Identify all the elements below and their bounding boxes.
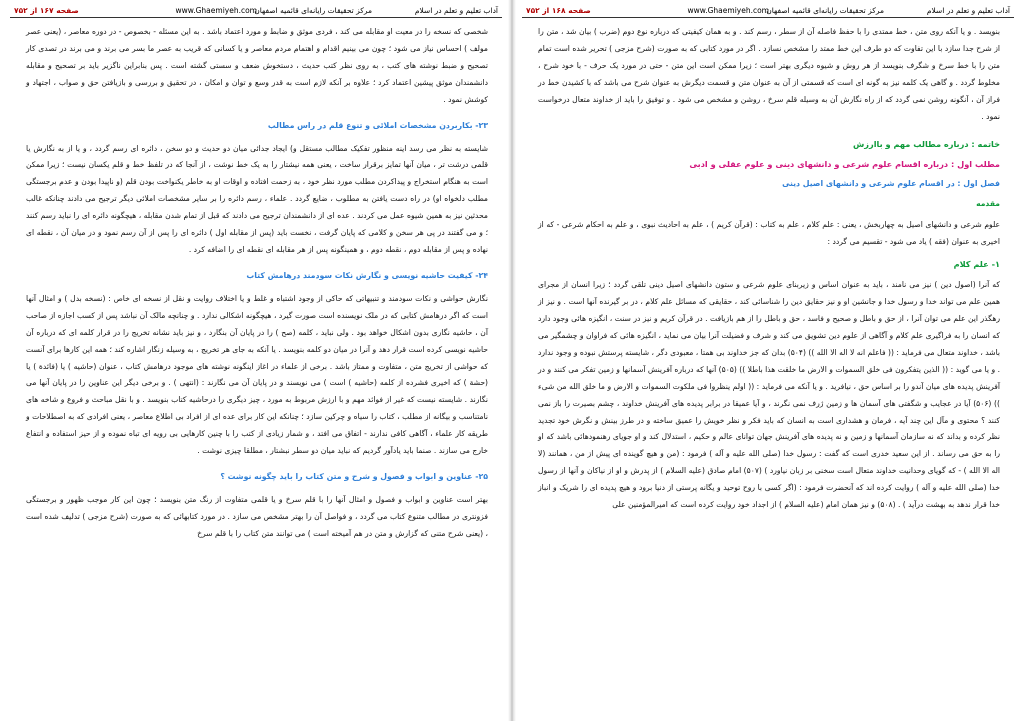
page-number: صفحه ۱۶۷ از ۷۵۲ — [14, 6, 79, 15]
section-heading-25: ۲۵- عناوین و ابواب و فصول و شرح و متن کتاب را باید چگونه نوشت ؟ — [220, 471, 488, 481]
paragraph: شایسته به نظر می رسد اینه منظور تفکیک مطالب مستقل و) ایجاد جدائی میان دو حدیث و دو سخن ، دائره ای رسم گردد ، و یا از به نگارش یا قلمی درشت تر ، میان آنها تمایز برقرار ساخت ، یعنی همه نیشتار را به یک خط نوشت ، از آنجا که در تلفظ خط و قلم یکسان نیست ؛ زیرا ممکن است به هنگام استخراج و پیداکردن مطلب مورد نظر خود ، به زحمت افتاده و اوقات او به خاطر یکنواخت بودن قلم (و ناپیدا بودن و عدم برجستگی مطلب دلخواه او) در راه دست یافتن به مطلوب ، ضایع گردد . علماء ، رسم دائره را بر سایر مشخصات املائی دیگر ترجیح می دادند چنانکه غالب محدثین نیز به همین شیوه عمل می کردند . عده ای از دانشمندان ترجیح می دادند که قبل از تمام شدن مقابله ، هیچگونه دائره ای را نباید رسم کنند ؛ و می گفتند در پی هر سخن و کلامی که پایان گرفت ، نخست باید (پس از مقابله اول ) دائره ای را پس از آن رسم نمود و در میان آن ، نقطه ای نهاده و پس از مقابله دوم ، نقطه دوم ، و همینگونه پس از هر مقابله ای نقطه ای را اضافه کرد . — [26, 143, 488, 254]
paragraph: علوم شرعی و دانشهای اصیل به چهاربخش ، یعنی : علم کلام ، علم به کتاب : (قرآن کریم ) ، علم به احادیث نبوی ، و علم به احکام شرعی - که از اخیری به عنوان (فقه ) یاد می شود - تقسیم می گردد : — [538, 220, 1000, 247]
left-page-header — [10, 4, 502, 18]
website-url[interactable]: www.Ghaemiyeh.com — [687, 6, 769, 15]
right-page-header — [522, 4, 1014, 18]
paragraph: شخصی که نسخه را در معیت او مقابله می کند ، فردی موثق و ضابط و مورد اعتماد باشد . به این مسئله - بخصوص - در دوره معاصر ، (یعنی عصر مولف ) احساس نیاز می شود ؛ چون می بینیم اقدام و اهتمام مردم معاصر و یا کسانی که قریب به عصر ما بسر می برند و می برند در تصدی کار تصحیح و ضبط نوشته های کتب ، به روی نظر کتب حدیث ، دستخوش ضعف و سستی گشته است . پس بنابراین ناگزیر باید بر تصحیح و مقابله دانشمندان موثق پیشین اعتماد کرد ؛ علاوه بر آنکه لازم است به قدر وسع و توان و امکان ، در تحقیق و بررسی و بازیافتن حق و صواب ، اجتهاد و کوشش نمود . — [26, 27, 488, 104]
matlab-heading: مطلب اول : درباره اقسام علوم شرعی و دانشهای دینی و علوم عقلی و ادبی — [689, 159, 1000, 170]
page-number: صفحه ۱۶۸ از ۷۵۲ — [526, 6, 591, 15]
book-gutter — [508, 0, 516, 721]
khatimah-heading: خاتمه : درباره مطالب مهم و باارزش — [852, 139, 1000, 150]
section-heading-23: ۲۳- بکاربردن مشخصات املائی و تنوع قلم در راس مطالب — [267, 120, 488, 130]
left-page-content — [26, 24, 488, 717]
right-page — [512, 0, 1024, 721]
paragraph: که آنرا (اصول دین ) نیز می نامند ، باید به عنوان اساس و زیربنای علوم شرعی و ستون دانشهای اصیل دینی تلقی گردد ؛ زیرا انسان از مجرای همین علم می تواند خدا و رسول خدا و جانشین او و نیز حقایق دین را شناسائی کند ، حقایقی که مسائل علم کلام ، در بر گیرنده آنها است . و نیز از رهگذر این علم می توان آنرا ، از حق و باطل و صحیح و فاسد ، حق و باطل را از هم بازیافت . در قرآن کریم و نیز در سنت ، انگیزه هائی وجود دارد که انسان را به فراگیری علم کلام و آگاهی از علوم دین تشویق می کند و شرف و فضیلت آنرا بیان می نماید ، انگیزه هائی که فراوان و چشمگیر می باشد ، خداوند متعال می فرماید : (( فاعلم انه لا اله الا الله )) (۵۰۴) بدان که جز خداوند بی همتا ، معبودی دگر ، شایسته پرستش نبوده و وجود ندارد . و یا می گوید : (( الذین یتفکرون فی خلق السموات و الارض ما خلقت هذا باطلا )) (۵۰۵) آنها که درباره آفرینش آسمانها و زمین تفکر می کنند و در آفرینش پدیده های میان آندو را بر اساس حق ، نیافرید . و یا آنکه می فرماید : (( اولم ینظروا فی ملکوت السموات و الارض و ما خلق الله من شیء )) (۵۰۶) آیا در عجایب و شگفتی های آسمان ها و زمین ژرف نمی نگرند ، و آیا عمیقا در برابر پدیده های آفرینش خداوند ، چشم بصیرت را باز نمی کنند ؟ محتوی و مآل این چند آیه ، فرمان و هشداری است به انسان که باید فکر و نظر خویش را عمیق ساخته و در طرز بینش و نگرش خود تجدید نظر کرده و بداند که نه سازمان آسمانها و زمین و نه پدیده های آفرینش جهان توانای عالم و حکیم ، استدلال کند و او جویای رهنمودهائی باشد که او را به حق می رساند . از این سعید خدری است که گفت : رسول خدا (صلی الله علیه و آله ) فرمود : (من و هیچ گوینده ای پیش از من ، همانند (لا اله الا الله ) - که گویای وحدانیت خداوند متعال است سخنی بر زبان نیاورد ) (۵۰۷) امام صادق (علیه السلام ) از پدرش و او از نیاکان و آنها از رسول خدا (صلی الله علیه و آله ) روایت کرده اند که آنحضرت فرمود : (اگر کسی با روح توحید و یگانه پرستی از دنیا برود و هیچ پدیده ای را شریک و انباز خدا قرار ندهد به بهشت درآید ) . (۵۰۸) و نیز همان امام (علیه السلام ) از اجداد خود روایت کرده است که امیرالمؤمنین علی — [538, 280, 1001, 510]
paragraph: بنویسد . و یا آنکه روی متن ، خط ممتدی را با حفظ فاصله آن از سطر ، رسم کند . و به همان کیفیتی که درباره نوع دوم (ضرب ) بیان شد ، متن را از شرح جدا سازد با این تفاوت که دو طرف این خط ممتد را مشخص نسازد . اگر در مورد کتابی که به صورت (شرح مزجی ) تحریر شده است تمام متن را با خط سرخ و شگرف بنویسد از هر روش و شیوه دیگری بهتر است ؛ زیرا ممکن است این متن - حتی در مورد یک حرف - با خود شرح ، مخلوط گردد . و گاهی یک کلمه نیز به گونه ای است که قسمتی از آن به عنوان متن و قسمت دیگرش به عنوان شرح می باشد که با کشیدن خط در فراز آن ، آنگونه روشن نمی گردد که از راه نگارش آن به وسیله قلم سرخ ، روشن و مشخص می شود . و توفیق را باید از خداوند متعال درخواست نمود . — [538, 27, 1000, 121]
book-title: آداب تعلیم و تعلم در اسلام — [926, 6, 1010, 15]
right-page-content — [538, 24, 1000, 717]
center-name: مرکز تحقیقات رایانه‌ای قائمیه اصفهان — [254, 6, 372, 15]
paragraph: بهتر است عناوین و ابواب و فصول و امثال آنها را با قلم سرخ و یا قلمی متفاوت از رنگ متن بنویسد ؛ چون این کار موجب ظهور و برجستگی فزونتری در مطالب متنوع کتاب می گردد ، و فواصل آن را بهتر مشخص می سازد . در مورد کتابهائی که به صورت (شرح مزجی ) تدلیف شده است ، (یعنی شرح متنی که گزارش و متن در هم آمیخته است ) می توانند متن کتاب را با قلم سرخ — [26, 494, 488, 538]
center-name: مرکز تحقیقات رایانه‌ای قائمیه اصفهان — [766, 6, 884, 15]
section-heading-24: ۲۴- کیفیت حاشیه نویسی و نگارش نکات سودمند درهامش کتاب — [246, 270, 488, 280]
paragraph: نگارش حواشی و نکات سودمند و تنبیهاتی که حاکی از وجود اشتباه و غلط و یا اختلاف روایت و نقل از نسخه ای خاص : (نسخه بدل ) و امثال آنها است که اگر درهامش کتابی که در ملک نویسنده است صورت گیرد ، هیچگونه اشکالی ندارد . و چنانچه مالک آن نباشد پس از کسب اجازه از صاحب آن ، حاشیه نگاری بدون اشکال خواهد بود . ولی نباید ، کلمه (صح ) را در پایان آن بنگارد ، و نیز باید نشانه تخریج را در قرار کلمه ای که درباره آن حاشیه نویسی کرده است قرار دهد و آنرا در میان دو کلمه بنویسد . یا آنکه به جای هر تخریج ، به وسیله زنگار اشاره کند ؛ همه این کارها برای آنست که حواشی از تخریج متن ، متفاوت و ممتاز باشد . برخی از علماء در اغاز اینگونه نوشته های موجود درهامش کتاب ، عنوان (حاشیه ) یا (فائدة ) یا (حشة ) که اخیری فشرده از کلمه (حاشیه ) است ) می نویسند و در پایان آن می نگارند : (انتهی ) . و برخی دیگر این عناوین را در پایان آنها می نگارند . شایسته نیست که غیر از فوائد مهم و با ارزش مربوط به مورد ، چیز دیگری را درحاشیه کتاب بنویسد . و با نقل مباحث و فروع و شاخه های نامتناسب و بیگانه از مطلب ، کتاب را سیاه و چرکین سازد ؛ چنانکه این کار برای عده ای از افراد بی اطلاع معاصر ، یعنی افرادی که به اصطلاحات و طریقه کار علماء ، آگاهی کافی ندارند - اتفاق می افتد ، و شمار زیادی از کتب را با چنین کارهایی بی رویه ای تباه نموده و از حیز استفاده و انتفاع خارج می سازند . صنما باید یادآور گردیم که نباید میان دو سطر نبشتار ، مطلقا چیزی نوشت . — [26, 293, 488, 456]
book-title: آداب تعلیم و تعلم در اسلام — [414, 6, 498, 15]
ilm-kalam-heading: ۱- علم کلام — [953, 259, 1000, 270]
muqaddimah-heading: مقدمه — [976, 199, 1000, 209]
fasl-heading: فصل اول : در اقسام علوم شرعی و دانشهای اصیل دینی — [782, 179, 1000, 189]
website-url[interactable]: www.Ghaemiyeh.com — [175, 6, 257, 15]
